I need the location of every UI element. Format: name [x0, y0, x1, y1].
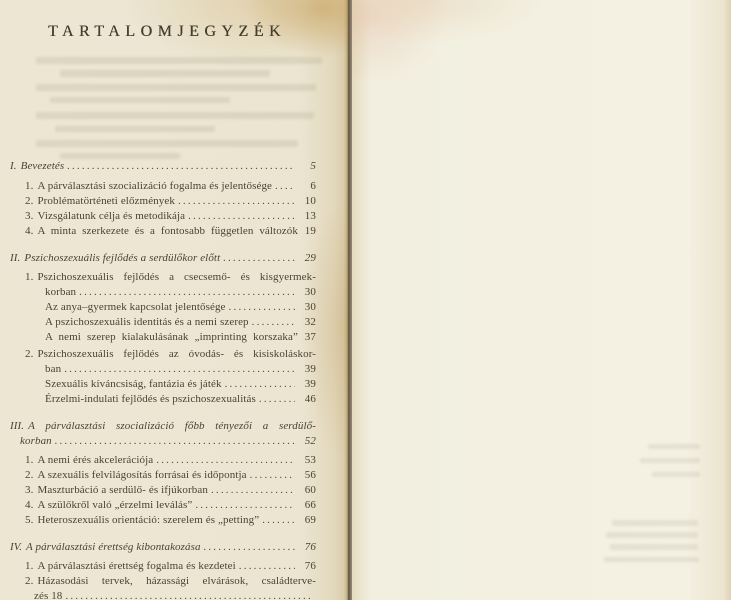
toc-entry-title: Az anya–gyermek kapcsolat jelentősége: [45, 301, 226, 313]
toc-entry-number: 1.: [25, 560, 34, 572]
toc-entry-number: 2.: [25, 348, 34, 360]
toc-entry-title: zés 18: [34, 590, 63, 600]
toc-row: [10, 270, 316, 285]
toc-entry-title: Pszichoszexuális fejlődés a csecsemő- és kisgyermek-: [37, 271, 316, 283]
showthrough-text: [606, 532, 698, 538]
showthrough-text: [610, 544, 698, 550]
dot-leader: [188, 209, 295, 224]
dot-leader: [64, 362, 295, 377]
toc-entry-title: A nemi érés akcelerációja: [37, 454, 154, 466]
toc-entry-number: 5.: [25, 514, 34, 526]
left-toc-list: [10, 159, 316, 600]
showthrough-text: [640, 458, 700, 463]
toc-row: [10, 159, 316, 174]
right-page: [352, 0, 731, 600]
toc-row: [10, 589, 316, 600]
toc-entry-title: Pszichoszexuális fejlődés a serdülőkor előtt: [24, 252, 221, 264]
toc-entry-number: 4.: [25, 499, 34, 511]
toc-page-number: 76: [304, 541, 316, 553]
toc-page-number: 19: [304, 225, 316, 237]
toc-entry-title: A pszichoszexuális identitás és a nemi szerep: [45, 316, 249, 328]
showthrough-text: [55, 126, 215, 132]
toc-entry-number: 4.: [25, 225, 34, 237]
toc-row: [10, 453, 316, 468]
dot-leader: [156, 453, 295, 468]
dot-leader: [259, 392, 295, 407]
toc-page-number: 37: [304, 331, 316, 343]
toc-entry-title: A nemi szerep kialakulásának „imprinting korszaka”: [45, 331, 298, 343]
toc-page-number: 46: [304, 393, 316, 405]
toc-page-number: 30: [304, 286, 316, 298]
toc-entry-title: Érzelmi-indulati fejlődés és pszichoszexualitás: [45, 393, 256, 405]
toc-row: [10, 362, 316, 377]
toc-entry-title: Bevezetés: [20, 160, 65, 172]
toc-row: [10, 224, 316, 239]
toc-row: [10, 194, 316, 209]
toc-entry-number: II.: [10, 252, 21, 264]
toc-entry-title: Pszichoszexuális fejlődés az óvodás- és kisiskoláskor-: [37, 348, 316, 360]
toc-row: [10, 574, 316, 589]
showthrough-text: [36, 140, 298, 147]
toc-page-number: 39: [304, 363, 316, 375]
showthrough-text: [604, 557, 699, 562]
toc-row: [10, 559, 316, 574]
dot-leader: [65, 589, 313, 600]
toc-page-number: 6: [310, 180, 316, 192]
toc-entry-title: A párválasztási érettség kibontakozása: [26, 541, 201, 553]
toc-entry-number: 2.: [25, 469, 34, 481]
toc-row: [10, 251, 316, 266]
toc-row: [10, 540, 316, 555]
toc-entry-number: 1.: [25, 454, 34, 466]
showthrough-text: [36, 57, 322, 64]
toc-entry-title: Problématörténeti előzmények: [37, 195, 175, 207]
toc-entry-number: I.: [10, 160, 17, 172]
toc-entry-number: 1.: [25, 271, 34, 283]
toc-entry-title: korban: [45, 286, 77, 298]
toc-page-number: 30: [304, 301, 316, 313]
toc-page-number: 52: [304, 435, 316, 447]
toc-entry-title: A szexuális felvilágosítás forrásai és időpontja: [37, 469, 247, 481]
toc-entry-number: 3.: [25, 210, 34, 222]
toc-row: [10, 209, 316, 224]
toc-row: [10, 347, 316, 362]
toc-row: [10, 434, 316, 449]
toc-page-number: 53: [304, 454, 316, 466]
toc-page-number: 69: [304, 514, 316, 526]
dot-leader: [250, 468, 295, 483]
showthrough-text: [612, 520, 698, 526]
toc-page-number: 39: [304, 378, 316, 390]
dot-leader: [195, 498, 295, 513]
toc-page-number: 13: [304, 210, 316, 222]
toc-page-number: 76: [304, 560, 316, 572]
toc-entry-title: korban: [20, 435, 52, 447]
toc-row: [10, 419, 316, 434]
toc-page-number: 60: [304, 484, 316, 496]
toc-page-number: 10: [304, 195, 316, 207]
showthrough-text: [652, 472, 700, 477]
dot-leader: [204, 540, 295, 555]
dot-leader: [178, 194, 295, 209]
toc-entry-title: A szülőkről való „érzelmi leválás”: [37, 499, 193, 511]
showthrough-text: [648, 444, 700, 449]
toc-row: [10, 315, 316, 330]
dot-leader: [225, 377, 295, 392]
toc-entry-number: 2.: [25, 195, 34, 207]
toc-row: [10, 179, 316, 194]
showthrough-text: [50, 97, 230, 103]
toc-row: [10, 377, 316, 392]
dot-leader: [79, 285, 295, 300]
toc-entry-number: 3.: [25, 484, 34, 496]
toc-entry-title: Heteroszexuális orientáció: szerelem és „petting”: [37, 514, 260, 526]
showthrough-text: [60, 153, 180, 159]
toc-row: [10, 468, 316, 483]
toc-page-number: 29: [304, 252, 316, 264]
toc-row: [10, 330, 316, 345]
toc-entry-title: A minta szerkezete és a fontosabb független változók: [37, 225, 298, 237]
toc-entry-title: ban: [45, 363, 62, 375]
dot-leader: [262, 513, 295, 528]
toc-row: [10, 498, 316, 513]
toc-entry-title: Maszturbáció a serdülő- és ifjúkorban: [37, 484, 208, 496]
showthrough-text: [36, 112, 314, 119]
toc-entry-number: III.: [10, 420, 25, 432]
showthrough-text: [36, 84, 316, 91]
dot-leader: [211, 483, 295, 498]
dot-leader: [67, 159, 295, 174]
toc-entry-number: 2.: [25, 575, 34, 587]
toc-row: [10, 300, 316, 315]
toc-entry-title: A párválasztási szocializáció főbb tényezői a serdülő-: [28, 420, 316, 432]
toc-row: [10, 285, 316, 300]
dot-leader: [223, 251, 295, 266]
dot-leader: [55, 434, 295, 449]
toc-page-number: 56: [304, 469, 316, 481]
toc-page-number: 66: [304, 499, 316, 511]
toc-entry-title: Vizsgálatunk célja és metodikája: [37, 210, 186, 222]
toc-entry-title: A párválasztási érettség fogalma és kezdetei: [37, 560, 236, 572]
dot-leader: [252, 315, 295, 330]
toc-page-number: 32: [304, 316, 316, 328]
dot-leader: [229, 300, 295, 315]
page-title: TARTALOMJEGYZÉK: [47, 23, 287, 40]
toc-page-number: 5: [310, 160, 316, 172]
toc-entry-number: 1.: [25, 180, 34, 192]
showthrough-text: [60, 70, 270, 77]
toc-entry-number: IV.: [10, 541, 23, 553]
dot-leader: [239, 559, 295, 574]
toc-row: [10, 483, 316, 498]
toc-entry-title: A párválasztási szocializáció fogalma és jelentősége: [37, 180, 273, 192]
toc-entry-title: Szexuális kíváncsiság, fantázia és játék: [45, 378, 222, 390]
toc-entry-title: Házasodási tervek, házassági elvárások, családterve-: [37, 575, 316, 587]
dot-leader: [275, 179, 295, 194]
toc-row: [10, 392, 316, 407]
toc-row: [10, 513, 316, 528]
